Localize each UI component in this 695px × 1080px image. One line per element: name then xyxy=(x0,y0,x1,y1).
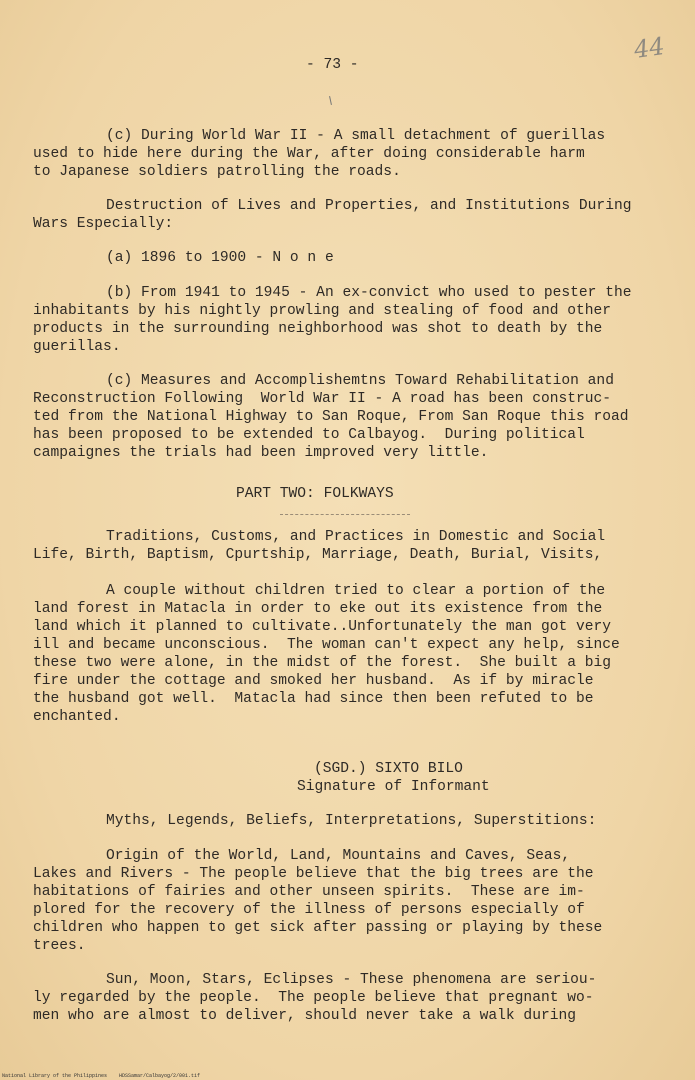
story-line-5: these two were alone, in the midst of the forest. She built a big xyxy=(33,655,612,671)
item-b-line-1: (b) From 1941 to 1945 - An ex-convict who used to pester the xyxy=(106,285,632,301)
origin-line-3: habitations of fairies and other unseen spirits. These are im- xyxy=(33,884,585,900)
story-line-7: the husband got well. Matacla had since then been refuted to be xyxy=(33,691,594,707)
origin-line-4: plored for the recovery of the illness of persons especially of xyxy=(33,902,585,918)
story-line-2: land forest in Matacla in order to eke out its existence from the xyxy=(33,601,603,617)
item-c-line-1: (c) Measures and Accomplishemtns Toward Rehabilitation and xyxy=(106,373,614,389)
story-line-6: fire under the cottage and smoked her husband. As if by miracle xyxy=(33,673,594,689)
pen-mark xyxy=(329,96,332,105)
story-line-8: enchanted. xyxy=(33,709,121,725)
item-c-line-4: has been proposed to be extended to Calbayog. During political xyxy=(33,427,585,443)
origin-line-1: Origin of the World, Land, Mountains and Caves, Seas, xyxy=(106,848,571,864)
traditions-line-2: Life, Birth, Baptism, Cpurtship, Marriage, Death, Burial, Visits, xyxy=(33,547,603,563)
handwritten-page-number: 44 xyxy=(632,32,667,64)
sun-line-1: Sun, Moon, Stars, Eclipses - These phenomena are seriou- xyxy=(106,972,597,988)
item-b-line-2: inhabitants by his nightly prowling and stealing of food and other xyxy=(33,303,612,319)
story-line-4: ill and became unconscious. The woman can't expect any help, since xyxy=(33,637,620,653)
item-b-line-3: products in the surrounding neighborhood was shot to death by the xyxy=(33,321,603,337)
origin-line-2: Lakes and Rivers - The people believe that the big trees are the xyxy=(33,866,594,882)
story-line-3: land which it planned to cultivate..Unfortunately the man got very xyxy=(33,619,612,635)
item-c-line-3: ted from the National Highway to San Roque, From San Roque this road xyxy=(33,409,629,425)
item-c-line-2: Reconstruction Following World War II - A road has been construc- xyxy=(33,391,612,407)
guerillas-line-2: used to hide here during the War, after doing considerable harm xyxy=(33,146,585,162)
destruction-heading-line-2: Wars Especially: xyxy=(33,216,174,232)
archive-footer: National Library of the Philippines HDSSamar/Calbayog/2/001.tif xyxy=(2,1073,201,1079)
sun-line-2: ly regarded by the people. The people believe that pregnant wo- xyxy=(33,990,594,1006)
page-number: - 73 - xyxy=(306,57,359,73)
part-two-heading: PART TWO: FOLKWAYS xyxy=(236,486,394,502)
origin-line-6: trees. xyxy=(33,938,86,954)
item-a: (a) 1896 to 1900 - N o n e xyxy=(106,250,334,266)
origin-line-5: children who happen to get sick after passing or playing by these xyxy=(33,920,603,936)
signature-label: Signature of Informant xyxy=(297,779,490,795)
myths-heading: Myths, Legends, Beliefs, Interpretations, Superstitions: xyxy=(106,813,597,829)
guerillas-line-3: to Japanese soldiers patrolling the roads. xyxy=(33,164,401,180)
sun-line-3: men who are almost to deliver, should never take a walk during xyxy=(33,1008,576,1024)
signature-name: (SGD.) SIXTO BILO xyxy=(314,761,463,777)
story-line-1: A couple without children tried to clear a portion of the xyxy=(106,583,606,599)
destruction-heading-line-1: Destruction of Lives and Properties, and Institutions During xyxy=(106,198,632,214)
traditions-line-1: Traditions, Customs, and Practices in Domestic and Social xyxy=(106,529,606,545)
item-c-line-5: campaignes the trials had been improved very little. xyxy=(33,445,489,461)
guerillas-line-1: (c) During World War II - A small detachment of guerillas xyxy=(106,128,606,144)
item-b-line-4: guerillas. xyxy=(33,339,121,355)
heading-underline xyxy=(280,514,410,515)
